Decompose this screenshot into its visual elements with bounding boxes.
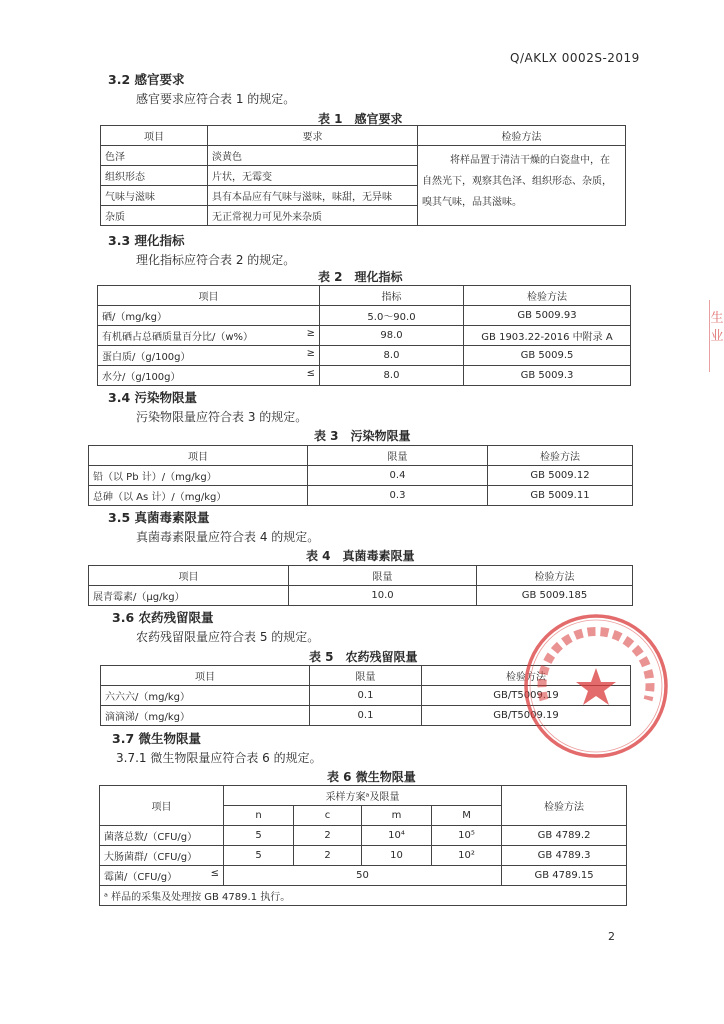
- table1-header-requirement: 要求: [208, 126, 418, 146]
- table4-mycotoxins: [88, 565, 633, 606]
- table4-header-limit: 限量: [289, 566, 477, 586]
- table3-cell-method: GB 5009.12: [488, 466, 633, 486]
- table1-method-line: 嗅其气味，品其滋味。: [422, 197, 522, 208]
- table3-cell-item: 总砷（以 As 计）/（mg/kg）: [89, 486, 308, 506]
- table1-header-item: 项目: [101, 126, 208, 146]
- table1-cell-requirement: 淡黄色: [208, 146, 418, 166]
- edge-seal-mark: [709, 300, 724, 372]
- table6-cell-m: 10⁴: [362, 826, 432, 846]
- table1-method-line: 将样品置于清洁干燥的白瓷盘中，在: [450, 155, 610, 166]
- seal-star-icon: [576, 668, 616, 705]
- table6-cell-c: 2: [294, 846, 362, 866]
- table1-sensory: [100, 125, 626, 226]
- table2-cell-method: GB 5009.93: [464, 306, 631, 326]
- table1-cell-requirement: 无正常视力可见外来杂质: [208, 206, 418, 226]
- table5-cell-item: 六六六/（mg/kg）: [101, 686, 310, 706]
- table3-cell-method: GB 5009.11: [488, 486, 633, 506]
- table2-cell-value: 98.0: [320, 326, 464, 346]
- table4-header-method: 检验方法: [477, 566, 633, 586]
- section-3-5-text: 真菌毒素限量应符合表 4 的规定。: [136, 530, 320, 544]
- table2-operator: ≥: [306, 348, 315, 359]
- table2-item-text: 有机硒占总硒质量百分比/（w%）: [102, 332, 254, 343]
- section-3-5-title: 3.5 真菌毒素限量: [108, 510, 210, 525]
- table3-header-item: 项目: [89, 446, 308, 466]
- section-3-6-title: 3.6 农药残留限量: [112, 610, 214, 625]
- table2-cell-value: 8.0: [320, 346, 464, 366]
- section-3-2-text: 感官要求应符合表 1 的规定。: [136, 92, 296, 106]
- table6-header-m: m: [362, 806, 432, 826]
- table6-header-plan: 采样方案ᵃ及限量: [224, 786, 502, 806]
- table2-header-item: 项目: [98, 286, 320, 306]
- page-number: 2: [608, 930, 615, 943]
- table1-cell-item: 组织形态: [101, 166, 208, 186]
- table2-cell-item: [98, 306, 320, 326]
- section-3-7-title: 3.7 微生物限量: [112, 731, 201, 746]
- table6-cell-M: 10²: [432, 846, 502, 866]
- table5-cell-limit: 0.1: [310, 706, 422, 726]
- table5-cell-method: GB/T5009.19: [422, 706, 631, 726]
- table5-header-method: 检验方法: [422, 666, 631, 686]
- table6-header-n: n: [224, 806, 294, 826]
- table6-cell-m: 10: [362, 846, 432, 866]
- table1-caption: 表 1 感官要求: [318, 112, 403, 126]
- table2-cell-value: 8.0: [320, 366, 464, 386]
- table2-operator: ≥: [306, 328, 315, 339]
- section-3-4-text: 污染物限量应符合表 3 的规定。: [136, 410, 308, 424]
- table2-cell-value: 5.0～90.0: [320, 306, 464, 326]
- document-code: Q/AKLX 0002S-2019: [510, 51, 640, 65]
- section-3-6-text: 农药残留限量应符合表 5 的规定。: [136, 630, 320, 644]
- table1-cell-requirement: 具有本品应有气味与滋味，味甜，无异味: [208, 186, 418, 206]
- table6-header-c: c: [294, 806, 362, 826]
- section-3-4-title: 3.4 污染物限量: [108, 390, 197, 405]
- table4-cell-limit: 10.0: [289, 586, 477, 606]
- table5-caption: 表 5 农药残留限量: [309, 650, 418, 664]
- table5-cell-method: GB/T5009.19: [422, 686, 631, 706]
- table6-cell-limit: 50: [224, 866, 502, 886]
- table3-header-method: 检验方法: [488, 446, 633, 466]
- table6-microbial: [99, 785, 627, 906]
- table3-contaminants: [88, 445, 633, 506]
- table1-cell-item: 杂质: [101, 206, 208, 226]
- table1-cell-item: 色泽: [101, 146, 208, 166]
- table4-cell-method: GB 5009.185: [477, 586, 633, 606]
- table1-cell-method: [418, 146, 626, 226]
- table6-header-M: M: [432, 806, 502, 826]
- section-3-7-1-text: 3.7.1 微生物限量应符合表 6 的规定。: [116, 751, 322, 765]
- table6-cell-method: GB 4789.15: [502, 866, 627, 886]
- table1-cell-requirement: 片状，无霉变: [208, 166, 418, 186]
- table1-header-method: 检验方法: [418, 126, 626, 146]
- section-3-2-title: 3.2 感官要求: [108, 72, 185, 87]
- table2-physicochemical: [97, 285, 631, 386]
- table6-cell-n: 5: [224, 846, 294, 866]
- table3-cell-limit: 0.4: [308, 466, 488, 486]
- table6-cell-item: [100, 866, 224, 886]
- table4-header-item: 项目: [89, 566, 289, 586]
- table6-cell-M: 10⁵: [432, 826, 502, 846]
- section-3-3-title: 3.3 理化指标: [108, 233, 185, 248]
- section-3-3-text: 理化指标应符合表 2 的规定。: [136, 253, 296, 267]
- table3-caption: 表 3 污染物限量: [314, 429, 411, 443]
- table4-cell-item: 展青霉素/（μg/kg）: [89, 586, 289, 606]
- table6-cell-n: 5: [224, 826, 294, 846]
- table4-caption: 表 4 真菌毒素限量: [306, 549, 415, 563]
- table2-cell-method: GB 5009.5: [464, 346, 631, 366]
- table3-cell-item: 铅（以 Pb 计）/（mg/kg）: [89, 466, 308, 486]
- table2-item-text: 蛋白质/（g/100g）: [102, 352, 191, 363]
- edge-seal-char: 业: [710, 329, 724, 344]
- table6-caption: 表 6 微生物限量: [327, 770, 416, 784]
- table5-cell-item: 滴滴涕/（mg/kg）: [101, 706, 310, 726]
- table2-operator: ≤: [306, 368, 315, 379]
- table5-cell-limit: 0.1: [310, 686, 422, 706]
- table1-cell-item: 气味与滋味: [101, 186, 208, 206]
- company-seal-stamp: [522, 612, 670, 760]
- table2-item-text: 硒/（mg/kg）: [102, 312, 167, 323]
- table3-cell-limit: 0.3: [308, 486, 488, 506]
- table6-cell-item: 菌落总数/（CFU/g）: [100, 826, 224, 846]
- table5-header-item: 项目: [101, 666, 310, 686]
- table6-footnote: ᵃ 样品的采集及处理按 GB 4789.1 执行。: [100, 886, 627, 906]
- table2-caption: 表 2 理化指标: [318, 270, 403, 284]
- table6-cell-item: 大肠菌群/（CFU/g）: [100, 846, 224, 866]
- table5-header-limit: 限量: [310, 666, 422, 686]
- table2-cell-item: [98, 326, 320, 346]
- table2-cell-method: GB 5009.3: [464, 366, 631, 386]
- table2-item-text: 水分/（g/100g）: [102, 372, 181, 383]
- table6-cell-method: GB 4789.3: [502, 846, 627, 866]
- table2-cell-method: GB 1903.22-2016 中附录 A: [464, 326, 631, 346]
- table1-method-line: 自然光下，观察其色泽、组织形态、杂质，: [422, 176, 612, 187]
- table6-operator: ≤: [210, 868, 219, 879]
- table3-header-limit: 限量: [308, 446, 488, 466]
- table2-header-index: 指标: [320, 286, 464, 306]
- table6-header-method: 检验方法: [502, 786, 627, 826]
- table2-header-method: 检验方法: [464, 286, 631, 306]
- table6-header-item: 项目: [100, 786, 224, 826]
- table6-cell-c: 2: [294, 826, 362, 846]
- table2-cell-item: [98, 366, 320, 386]
- table2-cell-item: [98, 346, 320, 366]
- table6-mold-item: 霉菌/（CFU/g）: [104, 872, 178, 883]
- edge-seal-char: 生: [710, 311, 724, 326]
- table6-cell-method: GB 4789.2: [502, 826, 627, 846]
